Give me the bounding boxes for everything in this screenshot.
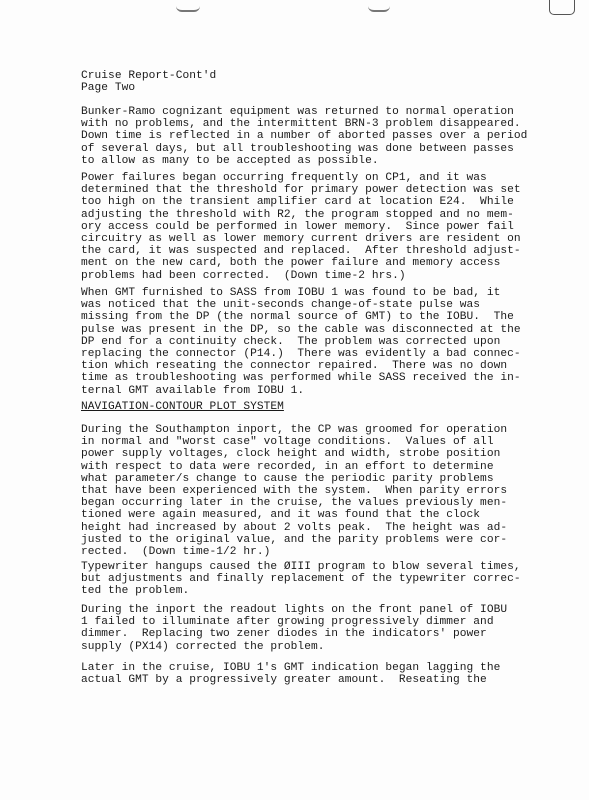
paragraph-gmt-lagging: Later in the cruise, IOBU 1's GMT indication began lagging the actual GMT by a progressively greater amount. Reseating the bbox=[81, 662, 501, 687]
top-edge-mark bbox=[176, 0, 200, 12]
paragraph-bunker-ramo: Bunker-Ramo cognizant equipment was returned to normal operation with no problems, and the intermittent BRN-3 problem disappeared. Down time is reflected in a number of aborted passes over a period of several days, but all troubleshooting was done between passes to allow as many to be accepted as possible. bbox=[81, 106, 528, 167]
paragraph-readout-lights: During the inport the readout lights on the front panel of IOBU 1 failed to illuminate after growing progressively dimmer and dimmer. Replacing two zener diodes in the indicators' power supply (PX14) corrected the problem. bbox=[81, 604, 508, 653]
page-number-label: Page Two bbox=[81, 82, 136, 95]
paragraph-gmt-sass: When GMT furnished to SASS from IOBU 1 was found to be bad, it was noticed that the unit-seconds change-of-state pulse was missing from the DP (the normal source of GMT) to the IOBU. The pulse was present in the DP, so the cable was disconnected at the DP end for a continuity check. The problem was corrected upon replacing the connector (P14.) There was evidently a bad connec- tion which reseating the connector repaired. There was no down time as troubleshooting was performed while SASS received the in- ternal GMT available from IOBU 1. bbox=[81, 287, 521, 397]
paragraph-power-failures: Power failures began occurring frequently on CP1, and it was determined that the threshold for primary power detection was set too high on the transient amplifier card at location E24. While adjusting the threshold with R2, the program stopped and no mem- ory access could be performed in lower memory. Since power fail circuitry as well as lower memory current drivers are resident on the card, it was suspected and replaced. After threshold adjust- ment on the new card, both the power failure and memory access problems had been corrected. (Down time-2 hrs.) bbox=[81, 172, 521, 282]
paragraph-southampton-inport: During the Southampton inport, the CP was groomed for operation in normal and "worst case" voltage conditions. Values of all power supply voltages, clock height and width, strobe position with respect to data were recorded, in an effort to determine what parameter/s change to cause the periodic parity problems that have been experienced with the system. When parity errors began occurring later in the cruise, the values previously men- tioned were again measured, and it was found that the clock height had increased by about 2 volts peak. The height was ad- justed to the original value, and the parity problems were cor- rected. (Down time-1/2 hr.) bbox=[81, 424, 508, 559]
top-edge-mark bbox=[368, 0, 390, 12]
section-heading: NAVIGATION-CONTOUR PLOT SYSTEM bbox=[81, 401, 284, 413]
report-title: Cruise Report-Cont'd bbox=[81, 70, 217, 82]
report-header bbox=[81, 70, 216, 94]
paragraph-typewriter: Typewriter hangups caused the ØIII program to blow several times, but adjustments and finally replacement of the typewriter correc- ted the problem. bbox=[81, 561, 521, 598]
page-corner-mark bbox=[549, 0, 575, 15]
